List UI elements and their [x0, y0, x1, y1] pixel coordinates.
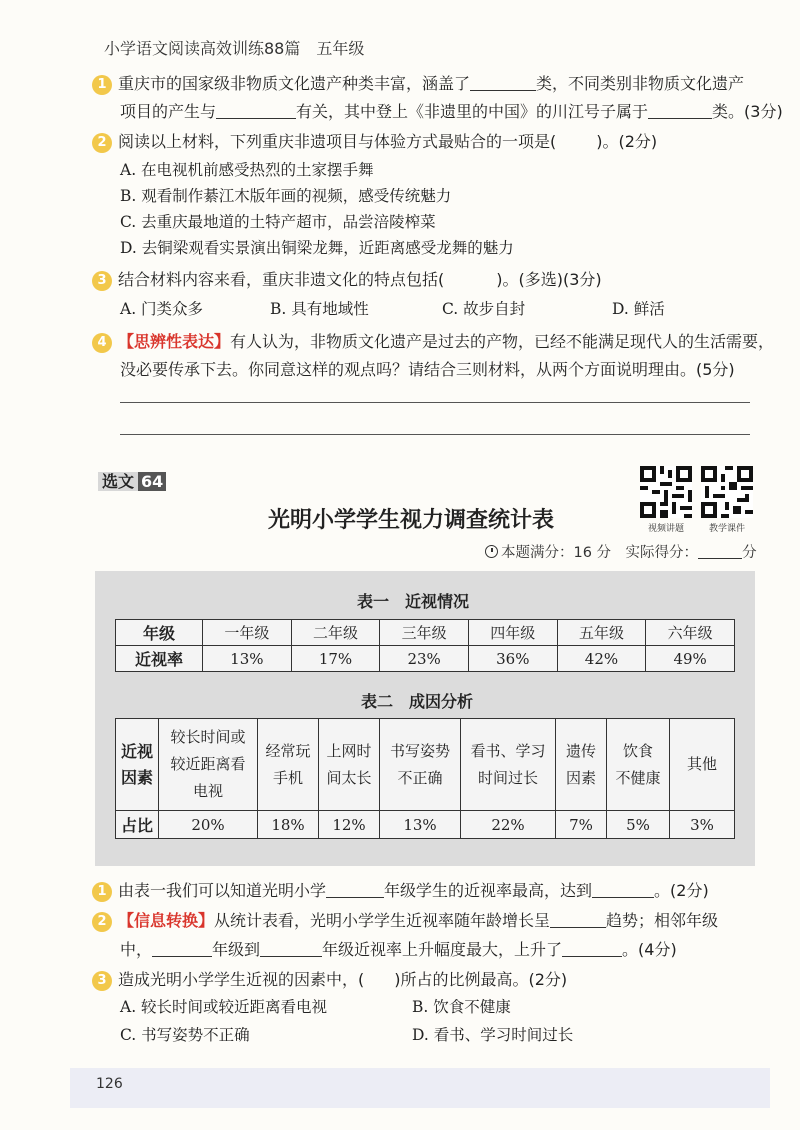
question-number-badge: 2 [92, 912, 112, 932]
table-header-cell: 六年级 [646, 620, 735, 646]
question-1-line-2: 项目的产生与 有关，其中登上《非遗里的中国》的川江号子属于 类。(3分) [120, 102, 783, 121]
question-number-badge: 2 [92, 133, 112, 153]
table-cell: 5% [607, 811, 670, 839]
table-header-cell: 近视 因素 [116, 719, 159, 811]
question-tag: 【信息转换】 [118, 911, 215, 930]
table-cell: 17% [291, 646, 380, 672]
passage-title: 光明小学学生视力调查统计表 [268, 508, 555, 533]
question-3-stem: 3 结合材料内容来看，重庆非遗文化的特点包括( )。(多选)(3分) [92, 268, 602, 292]
statistics-panel [95, 571, 755, 866]
p2-question-1: 1 由表一我们可以知道光明小学 年级学生的近视率最高，达到 。(2分) [92, 879, 709, 903]
table-cell: 13% [203, 646, 292, 672]
table-2-caption: 表二 成因分析 [361, 692, 474, 711]
factor-genetics: 遗传 因素 [556, 719, 607, 811]
page-number: 126 [96, 1076, 123, 1092]
question-3-option-b[interactable]: B. 具有地域性 [270, 300, 369, 318]
answer-blank[interactable] [562, 940, 622, 957]
table-cell: 18% [258, 811, 319, 839]
table-cell: 20% [159, 811, 258, 839]
answer-blank[interactable] [260, 940, 322, 957]
score-blank[interactable] [698, 542, 742, 559]
table-row [116, 811, 735, 839]
question-2-stem: 2 阅读以上材料，下列重庆非遗项目与体验方式最贴合的一项是( )。(2分) [92, 130, 657, 154]
question-4-line-1: 4 【思辨性表达】有人认为，非物质文化遗产是过去的产物，已经不能满足现代人的生活需要， [92, 330, 774, 354]
question-4-line-2: 没必要传承下去。你同意这样的观点吗？请结合三则材料，从两个方面说明理由。(5分) [120, 360, 735, 379]
question-2-option-a[interactable]: A. 在电视机前感受热烈的土家摆手舞 [120, 161, 374, 179]
table-cell: 13% [380, 811, 461, 839]
p2-question-2-line-1: 2 【信息转换】从统计表看，光明小学学生近视率随年龄增长呈 趋势；相邻年级 [92, 909, 718, 933]
factor-internet: 上网时 间太长 [319, 719, 380, 811]
table-row [116, 620, 735, 646]
question-number-badge: 4 [92, 333, 112, 353]
table-row [116, 646, 735, 672]
factor-diet: 饮食 不健康 [607, 719, 670, 811]
table-cell: 49% [646, 646, 735, 672]
table-row-label: 占比 [116, 811, 159, 839]
table-header-cell: 四年级 [468, 620, 557, 646]
clock-icon [485, 545, 498, 558]
table-header-cell: 年级 [116, 620, 203, 646]
question-number-badge: 1 [92, 75, 112, 95]
table-header-cell: 一年级 [203, 620, 292, 646]
factor-reading: 看书、学习 时间过长 [461, 719, 556, 811]
factor-tv: 较长时间或 较近距离看 电视 [159, 719, 258, 811]
table-header-cell: 五年级 [557, 620, 646, 646]
p2-question-3-stem: 3 造成光明小学学生近视的因素中，( )所占的比例最高。(2分) [92, 968, 567, 992]
question-1-line-1: 1 重庆市的国家级非物质文化遗产种类丰富，涵盖了 类，不同类别非物质文化遗产 [92, 72, 744, 96]
question-number-badge: 3 [92, 971, 112, 991]
answer-blank[interactable] [592, 881, 654, 898]
table-row-label: 近视率 [116, 646, 203, 672]
footer-band [70, 1068, 770, 1108]
running-header: 小学语文阅读高效训练88篇 五年级 [104, 39, 365, 58]
answer-writing-line[interactable] [120, 434, 750, 435]
question-2-option-b[interactable]: B. 观看制作綦江木版年画的视频，感受传统魅力 [120, 187, 452, 205]
score-line: 本题满分：16 分 实际得分： 分 [485, 541, 757, 562]
table-cell: 22% [461, 811, 556, 839]
qr-caption-video: 视频讲题 [647, 524, 684, 534]
answer-blank[interactable] [326, 881, 384, 898]
question-2-option-d[interactable]: D. 去铜梁观看实景演出铜梁龙舞，近距离感受龙舞的魅力 [120, 239, 514, 257]
p2-question-3-option-a[interactable]: A. 较长时间或较近距离看电视 [120, 998, 328, 1016]
question-number-badge: 1 [92, 882, 112, 902]
answer-writing-line[interactable] [120, 402, 750, 403]
table-header-cell: 二年级 [291, 620, 380, 646]
p2-question-2-line-2: 中， 年级到 年级近视率上升幅度最大，上升了 。(4分) [120, 940, 677, 959]
table-cell: 23% [380, 646, 469, 672]
qr-code-icon[interactable] [640, 466, 692, 518]
question-tag: 【思辨性表达】 [118, 332, 231, 351]
table-1-myopia-rate [115, 619, 735, 672]
answer-blank[interactable] [648, 102, 712, 119]
factor-phone: 经常玩 手机 [258, 719, 319, 811]
p2-question-3-option-b[interactable]: B. 饮食不健康 [412, 998, 511, 1016]
answer-blank[interactable] [470, 74, 536, 91]
answer-blank[interactable] [550, 911, 606, 928]
table-header-cell: 三年级 [380, 620, 469, 646]
passage-label: 选文 64 [98, 470, 166, 494]
table-row [116, 719, 735, 811]
table-1-caption: 表一 近视情况 [357, 592, 470, 611]
table-cell: 7% [556, 811, 607, 839]
question-2-option-c[interactable]: C. 去重庆最地道的土特产超市，品尝涪陵榨菜 [120, 213, 436, 231]
answer-blank[interactable] [152, 940, 212, 957]
qr-code-icon[interactable] [701, 466, 753, 518]
table-cell: 12% [319, 811, 380, 839]
question-3-option-a[interactable]: A. 门类众多 [120, 300, 204, 318]
table-2-cause-analysis [115, 718, 735, 839]
factor-other: 其他 [670, 719, 735, 811]
p2-question-3-option-c[interactable]: C. 书写姿势不正确 [120, 1026, 250, 1044]
question-3-option-d[interactable]: D. 鲜活 [612, 300, 665, 318]
question-number-badge: 3 [92, 271, 112, 291]
table-cell: 36% [468, 646, 557, 672]
factor-posture: 书写姿势 不正确 [380, 719, 461, 811]
question-3-option-c[interactable]: C. 故步自封 [442, 300, 526, 318]
p2-question-3-option-d[interactable]: D. 看书、学习时间过长 [412, 1026, 574, 1044]
table-cell: 3% [670, 811, 735, 839]
answer-blank[interactable] [216, 102, 296, 119]
table-cell: 42% [557, 646, 646, 672]
qr-caption-courseware: 教学课件 [708, 524, 745, 534]
